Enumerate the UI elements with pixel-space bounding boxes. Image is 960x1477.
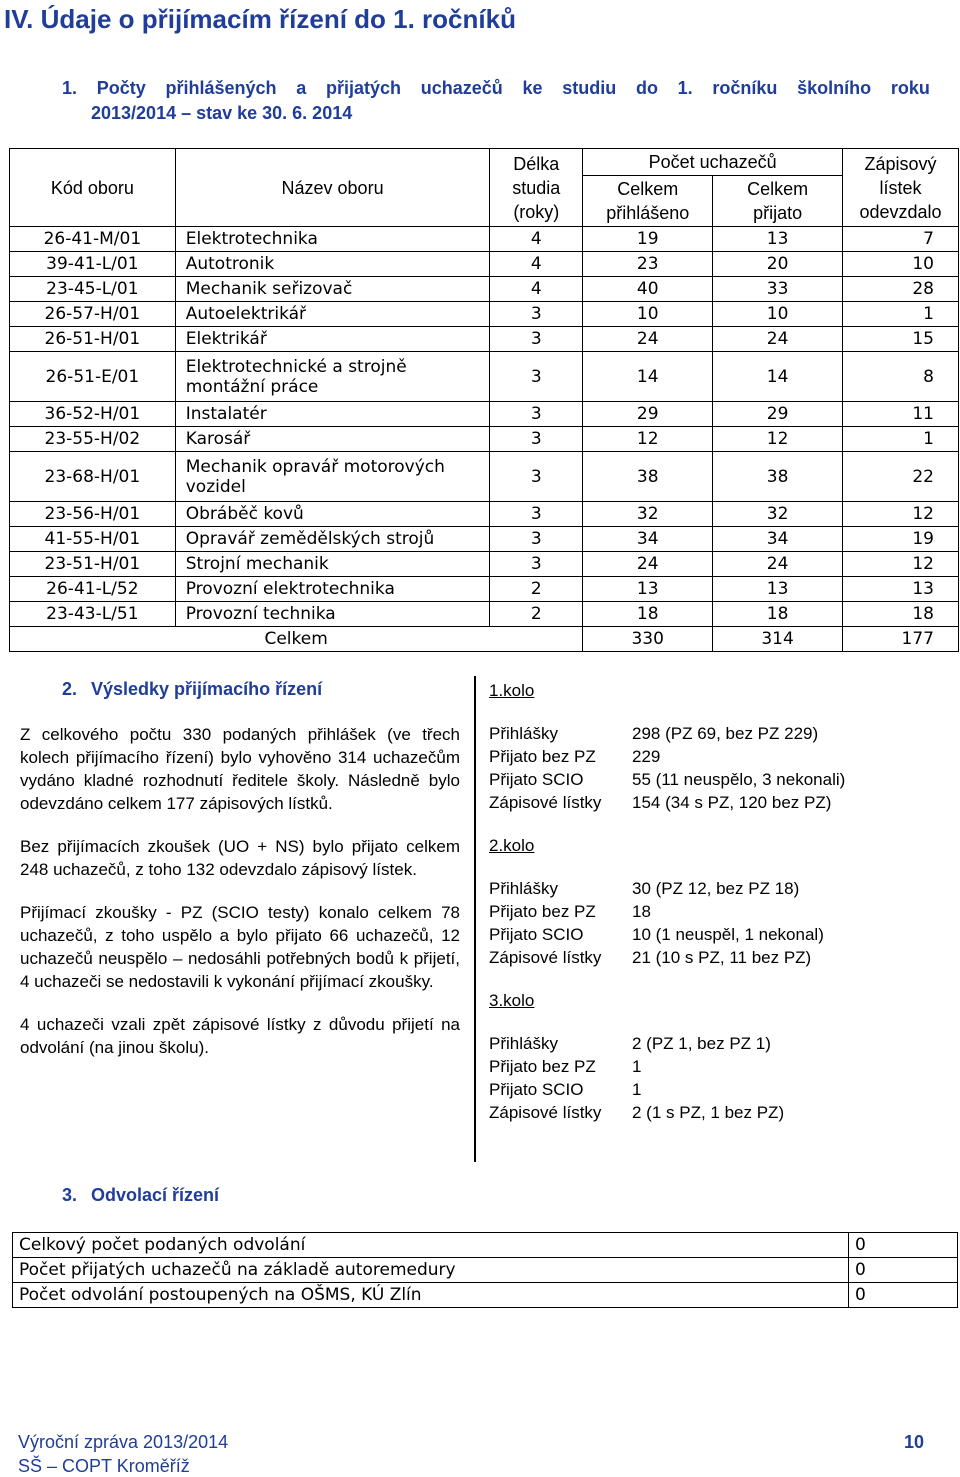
appeals-row [13,1283,958,1308]
results-paragraph-3: Přijímací zkoušky - PZ (SCIO testy) konalo celkem 78 uchazečů, z toho uspělo a bylo přijato 66 uchazečů, 12 uchazečů neuspělo – nedosáhli potřebných bodů k přijetí, 4 uchazeči se nedostavili k vykonání přijímací zkoušky. [20,903,460,991]
cell-total-label: Celkem [10,627,583,652]
footer-school-name: SŠ – COPT Kroměříž [18,1456,190,1476]
table-total-row [10,627,959,652]
cell-nazev-line: Elektrikář [185,329,267,349]
cell-delka: 3 [490,402,583,427]
section-1-title [62,78,930,99]
round-row-label: Přijato SCIO [489,925,584,944]
cell-kod: 36-52-H/01 [10,402,176,427]
cell-nazev-line: Instalatér [185,404,267,424]
table-row [10,602,959,627]
section-1-title-word: přihlášených [165,78,277,98]
cell-zapis: 7 [843,227,959,252]
cell-prihlaseno: 18 [583,602,713,627]
round-row-label: Zápisové lístky [489,793,602,812]
cell-zapis: 18 [843,602,959,627]
cell-nazev [175,427,490,452]
cell-prihlaseno: 38 [583,452,713,502]
round-row [489,791,929,814]
cell-kod: 41-55-H/01 [10,527,176,552]
cell-kod: 23-55-H/02 [10,427,176,452]
round-row [489,946,929,969]
section-1-title-word: a [296,78,307,98]
round-row-value: 55 (11 neuspělo, 3 nekonali) [632,770,846,789]
section-3-number: 3. [62,1185,78,1205]
cell-prijato: 13 [713,577,843,602]
cell-prihlaseno: 19 [583,227,713,252]
cell-prijato: 34 [713,527,843,552]
cell-prijato: 13 [713,227,843,252]
round-row-value: 298 (PZ 69, bez PZ 229) [632,724,819,743]
round-row [489,1078,929,1101]
section-2-title [62,679,322,700]
cell-kod: 26-41-M/01 [10,227,176,252]
round-row [489,768,929,791]
col-header-prihlaseno [583,176,713,227]
cell-prihlaseno: 29 [583,402,713,427]
section-1-title-word: přijatých [325,78,402,98]
cell-nazev-line: Opravář zemědělských strojů [185,529,435,549]
cell-zapis: 1 [843,302,959,327]
appeals-label: Počet přijatých uchazečů na základě autoremedury [13,1258,849,1283]
cell-prijato: 29 [713,402,843,427]
applicants-table [9,148,959,652]
cell-delka: 3 [490,527,583,552]
section-2-title-text: Výsledky přijímacího řízení [91,679,323,699]
round-row-value: 229 [632,747,661,766]
cell-nazev [175,502,490,527]
cell-nazev [175,452,490,502]
round-row [489,923,929,946]
round-row [489,745,929,768]
table-row [10,452,959,502]
cell-delka: 2 [490,577,583,602]
cell-nazev [175,252,490,277]
cell-delka: 4 [490,227,583,252]
table-row [10,252,959,277]
cell-zapis: 13 [843,577,959,602]
round-row-label: Přihlášky [489,879,558,898]
col-header-prijato-l1: Celkem [747,179,809,199]
col-header-delka-l2: studia [512,177,561,198]
cell-nazev-line: Autoelektrikář [185,304,307,324]
cell-prihlaseno: 10 [583,302,713,327]
cell-nazev [175,527,490,552]
cell-zapis: 22 [843,452,959,502]
round-row-label: Přijato bez PZ [489,747,596,766]
round-row-value: 10 (1 neuspěl, 1 nekonal) [632,925,824,944]
cell-delka: 3 [490,502,583,527]
section-1-title-word: roku [890,78,930,98]
cell-nazev-line: Provozní elektrotechnika [185,579,395,599]
table-row [10,402,959,427]
round-row-label: Přihlášky [489,1034,558,1053]
round-row [489,1032,929,1055]
table-row [10,352,959,402]
col-header-zapisovy-l3: odevzdalo [859,201,942,222]
rounds-summary [489,679,929,1144]
cell-prijato: 10 [713,302,843,327]
round-row [489,900,929,923]
section-1-title-word: do [635,78,658,98]
cell-prihlaseno: 32 [583,502,713,527]
cell-nazev-line: Karosář [185,429,251,449]
round-title: 1.kolo [489,681,535,700]
cell-nazev-line: Autotronik [185,254,275,274]
section-1-title-word: 1. [677,78,693,98]
appeals-value: 0 [849,1258,958,1283]
table-row [10,502,959,527]
cell-kod: 23-43-L/51 [10,602,176,627]
cell-nazev [175,227,490,252]
table-row [10,302,959,327]
col-header-prijato [713,176,843,227]
col-header-delka-l3: (roky) [513,201,560,222]
table-row [10,427,959,452]
appeals-table [12,1232,958,1308]
appeals-table-body [13,1233,958,1308]
cell-delka: 3 [490,452,583,502]
table-row [10,227,959,252]
results-paragraph-2: Bez přijímacích zkoušek (UO + NS) bylo přijato celkem 248 uchazečů, z toho 132 odevzdalo zápisový lístek. [20,837,460,879]
round-row-label: Zápisové lístky [489,948,602,967]
cell-delka: 3 [490,327,583,352]
table-row [10,552,959,577]
appeals-value: 0 [849,1283,958,1308]
cell-nazev [175,327,490,352]
cell-kod: 26-51-H/01 [10,327,176,352]
cell-prihlaseno: 13 [583,577,713,602]
round-row [489,722,929,745]
cell-delka: 3 [490,302,583,327]
section-1-title-word: školního [797,78,872,98]
section-1-title-word: ročníku [712,78,778,98]
cell-nazev [175,552,490,577]
cell-nazev-line: Mechanik seřizovač [185,279,353,299]
col-header-nazev: Název oboru [175,149,490,227]
column-divider [474,676,476,1162]
section-3-title-text: Odvolací řízení [91,1185,220,1205]
cell-prihlaseno: 14 [583,352,713,402]
table-row [10,327,959,352]
results-paragraph-1: Z celkového počtu 330 podaných přihlášek (ve třech kolech přijímacího řízení) bylo vyhověno 314 uchazečům vydáno kladné rozhodnutí ředitele školy. Následně bylo odevzdáno celkem 177 zápisových lístků. [20,725,460,813]
round-row-value: 1 [632,1057,642,1076]
cell-nazev-line: Elektrotechnika [185,229,318,249]
cell-nazev [175,277,490,302]
col-header-prihlaseno-l2: přihlášeno [606,203,690,223]
cell-delka: 4 [490,277,583,302]
cell-prijato: 32 [713,502,843,527]
cell-delka: 3 [490,552,583,577]
col-header-delka [490,149,583,227]
col-header-prijato-l2: přijato [753,203,803,223]
cell-nazev-line: Elektrotechnické a strojně [185,356,407,377]
cell-prihlaseno: 24 [583,327,713,352]
round-row-label: Přijato SCIO [489,1080,584,1099]
cell-zapis: 10 [843,252,959,277]
round-row-value: 2 (PZ 1, bez PZ 1) [632,1034,771,1053]
round-block [489,722,929,814]
cell-total-prijato: 314 [713,627,843,652]
appeals-label: Počet odvolání postoupených na OŠMS, KÚ Zlín [13,1283,849,1308]
appeals-row [13,1258,958,1283]
cell-zapis: 1 [843,427,959,452]
cell-zapis: 12 [843,502,959,527]
results-paragraph-4: 4 uchazeči vzali zpět zápisové lístky z důvodu přijetí na odvolání (na jinou školu). [20,1015,460,1057]
section-1-number: 1. [62,78,78,98]
cell-nazev [175,352,490,402]
cell-nazev-line: Strojní mechanik [185,554,329,574]
round-row-label: Přijato bez PZ [489,902,596,921]
cell-delka: 3 [490,427,583,452]
cell-zapis: 15 [843,327,959,352]
section-1-title-word: ke [522,78,543,98]
col-header-zapisovy [843,149,959,227]
col-header-zapisovy-l1: Zápisový [864,153,937,174]
cell-prijato: 18 [713,602,843,627]
cell-kod: 23-68-H/01 [10,452,176,502]
cell-nazev [175,302,490,327]
cell-nazev-line: Provozní technika [185,604,336,624]
round-block [489,1032,929,1124]
cell-prijato: 24 [713,327,843,352]
cell-nazev [175,602,490,627]
cell-nazev [175,577,490,602]
col-header-zapisovy-l2: lístek [879,177,922,198]
section-1-title-word: Počty [96,78,146,98]
appeals-value: 0 [849,1233,958,1258]
cell-delka: 4 [490,252,583,277]
appeals-row [13,1233,958,1258]
cell-kod: 26-51-E/01 [10,352,176,402]
cell-nazev-line: Obráběč kovů [185,504,304,524]
footer-page-number: 10 [904,1432,925,1452]
cell-prijato: 38 [713,452,843,502]
cell-kod: 39-41-L/01 [10,252,176,277]
cell-total-prihlaseno: 330 [583,627,713,652]
cell-kod: 23-56-H/01 [10,502,176,527]
round-row [489,1101,929,1124]
round-title: 2.kolo [489,836,535,855]
cell-zapis: 28 [843,277,959,302]
results-text [20,723,460,1079]
round-row [489,1055,929,1078]
cell-prihlaseno: 40 [583,277,713,302]
section-3-title [62,1185,219,1206]
round-row-label: Přihlášky [489,724,558,743]
cell-nazev [175,402,490,427]
section-1-title-word: studiu [562,78,617,98]
round-row-label: Přijato SCIO [489,770,584,789]
section-2-number: 2. [62,679,78,699]
round-row-value: 2 (1 s PZ, 1 bez PZ) [632,1103,785,1122]
cell-zapis: 12 [843,552,959,577]
round-row-value: 30 (PZ 12, bez PZ 18) [632,879,800,898]
cell-prijato: 20 [713,252,843,277]
round-row-label: Zápisové lístky [489,1103,602,1122]
cell-zapis: 11 [843,402,959,427]
page-heading: IV. Údaje o přijímacím řízení do 1. ročníků [4,4,516,34]
cell-prihlaseno: 12 [583,427,713,452]
round-row [489,877,929,900]
round-row-value: 18 [632,902,651,921]
cell-kod: 26-57-H/01 [10,302,176,327]
section-1-title-word: uchazečů [420,78,503,98]
cell-nazev-line: Mechanik opravář motorových [185,456,445,477]
cell-prijato: 14 [713,352,843,402]
appeals-label: Celkový počet podaných odvolání [13,1233,849,1258]
cell-prijato: 24 [713,552,843,577]
cell-prihlaseno: 34 [583,527,713,552]
cell-nazev-line: montážní práce [185,376,319,397]
col-header-kod: Kód oboru [10,149,176,227]
cell-prijato: 33 [713,277,843,302]
section-1-title-line2: 2013/2014 – stav ke 30. 6. 2014 [91,103,353,123]
cell-nazev-line: vozidel [185,476,246,497]
cell-kod: 26-41-L/52 [10,577,176,602]
table-row [10,527,959,552]
cell-kod: 23-45-L/01 [10,277,176,302]
cell-zapis: 19 [843,527,959,552]
cell-kod: 23-51-H/01 [10,552,176,577]
cell-prihlaseno: 23 [583,252,713,277]
col-header-delka-l1: Délka [513,153,560,174]
round-row-value: 154 (34 s PZ, 120 bez PZ) [632,793,832,812]
cell-total-zapis: 177 [843,627,959,652]
col-header-prihlaseno-l1: Celkem [617,179,679,199]
cell-zapis: 8 [843,352,959,402]
cell-delka: 3 [490,352,583,402]
cell-delka: 2 [490,602,583,627]
round-row-value: 21 (10 s PZ, 11 bez PZ) [632,948,812,967]
cell-prijato: 12 [713,427,843,452]
round-row-label: Přijato bez PZ [489,1057,596,1076]
applicants-table-body [10,227,959,652]
footer-report-title: Výroční zpráva 2013/2014 [18,1432,229,1452]
round-title: 3.kolo [489,991,535,1010]
table-row [10,577,959,602]
round-row-value: 1 [632,1080,642,1099]
table-row [10,277,959,302]
cell-prihlaseno: 24 [583,552,713,577]
round-block [489,877,929,969]
col-header-pocet: Počet uchazečů [583,149,843,176]
